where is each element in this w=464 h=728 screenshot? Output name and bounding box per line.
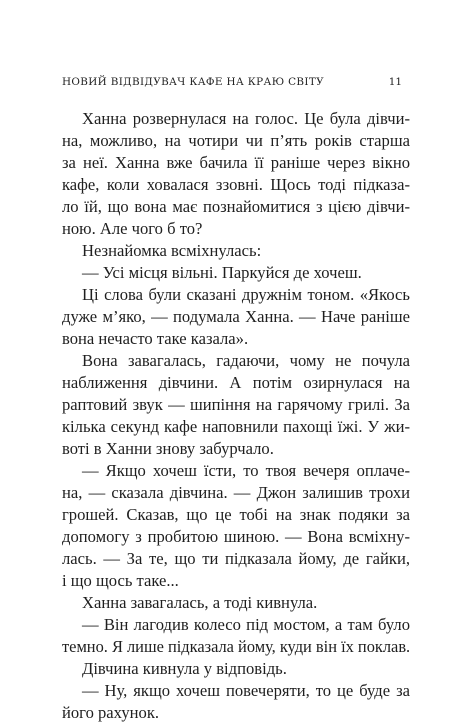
text-line: і що щось таке... xyxy=(62,571,179,590)
text-line: Ханна завагалась, а тоді кивнула. xyxy=(82,593,318,612)
text-line: ло їй, що вона має познайомитися з цією дівчи- xyxy=(62,197,410,216)
text-line: Вона завагалась, гадаючи, чому не почула xyxy=(82,351,410,370)
text-line: за неї. Ханна вже бачила її раніше через вікно xyxy=(62,153,410,172)
text-line: його рахунок. xyxy=(62,703,160,722)
text-line: ною. Але чого б то? xyxy=(62,219,203,238)
text-line: Незнайомка всміхнулась: xyxy=(82,241,262,260)
text-line: — Він лагодив колесо під мостом, а там було xyxy=(82,615,410,634)
text-line: — Якщо хочеш їсти, то твоя вечеря оплаче- xyxy=(82,461,410,480)
text-line: на, — сказала дівчина. — Джон залишив трохи xyxy=(62,483,410,502)
running-head: НОВИЙ ВІДВІДУВАЧ КАФЕ НА КРАЮ СВІТУ xyxy=(62,76,325,88)
text-line: дуже м’яко, — подумала Ханна. — Наче раніше xyxy=(62,307,410,326)
text-line: лась. — За те, що ти підказала йому, де гайки, xyxy=(62,549,410,568)
text-line: кілька секунд кафе наповнили пахощі їжі. У жи- xyxy=(62,417,410,436)
text-line: на, можливо, на чотири чи п’ять років старша xyxy=(62,131,410,150)
text-line: наближення дівчини. А потім озирнулася на xyxy=(62,373,410,392)
text-line: раптовий звук — шипіння на гарячому грилі. За xyxy=(62,395,410,414)
text-line: Ханна розвернулася на голос. Це була дівчи- xyxy=(82,109,410,128)
page-number: 11 xyxy=(388,76,402,88)
text-line: темно. Я лише підказала йому, куди він їх поклав. xyxy=(62,637,411,656)
body-text xyxy=(62,108,410,724)
text-line: грошей. Сказав, що це тобі на знак подяки за xyxy=(62,505,410,524)
text-line: Ці слова були сказані дружнім тоном. «Якось xyxy=(82,285,410,304)
text-line: кафе, коли ховалася ззовні. Щось тоді підказа- xyxy=(62,175,410,194)
text-line: вона нечасто таке казала». xyxy=(62,329,249,348)
text-line: — Ну, якщо хочеш повечеряти, то це буде за xyxy=(82,681,410,700)
text-line: Дівчина кивнула у відповідь. xyxy=(82,659,287,678)
text-line: воті в Ханни знову забурчало. xyxy=(62,439,274,458)
text-line: — Усі місця вільні. Паркуйся де хочеш. xyxy=(82,263,362,282)
text-line: допомогу з пробитою шиною. — Вона всміхну- xyxy=(62,527,410,546)
